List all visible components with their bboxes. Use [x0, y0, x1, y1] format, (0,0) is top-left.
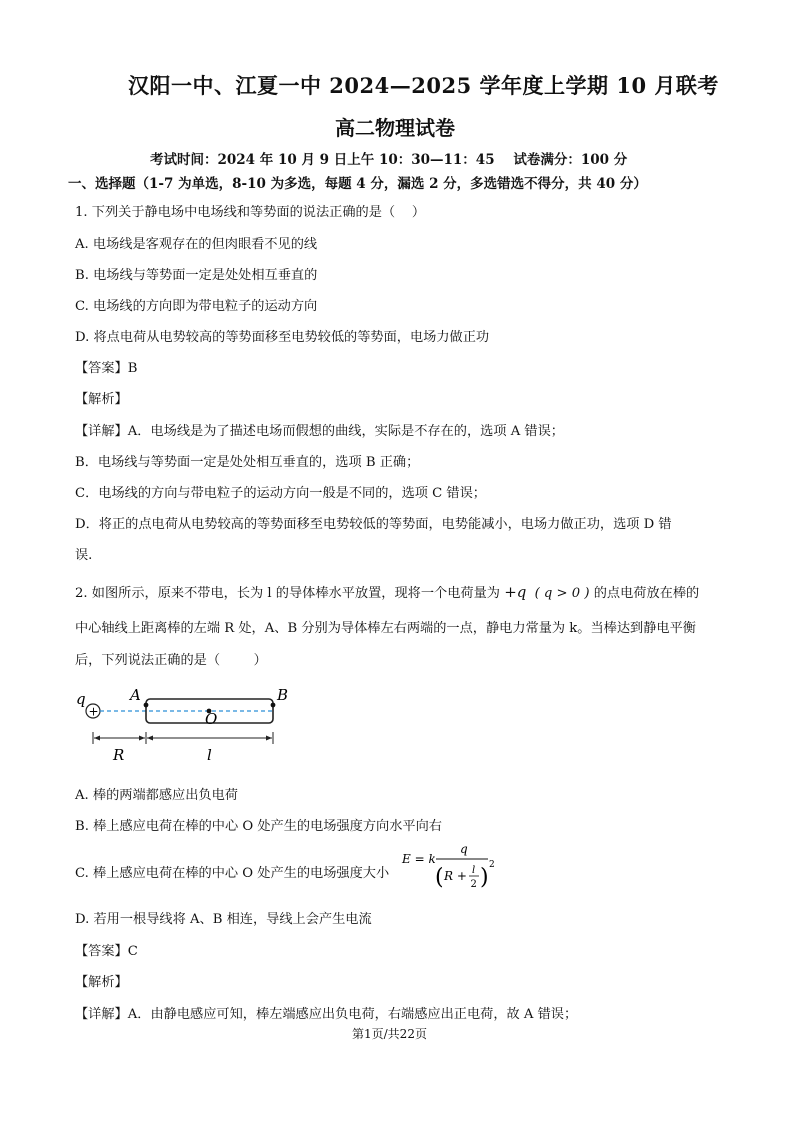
q1-option-d: D. 将点电荷从电势较高的等势面移至电势较低的等势面，电场力做正功 — [75, 330, 490, 345]
q2-stem-line3: 后，下列说法正确的是（ ） — [75, 653, 267, 668]
charge-expression: +q — [504, 583, 527, 601]
label-r: R — [113, 746, 125, 764]
q2-option-b: B. 棒上感应电荷在棒的中心 O 处产生的电场强度方向水平向右 — [75, 819, 442, 834]
formula-inner-den: 2 — [470, 879, 477, 890]
formula-numerator: q — [460, 842, 468, 856]
q2-option-d: D. 若用一根导线将 A、B 相连，导线上会产生电流 — [75, 912, 372, 927]
label-o: O — [205, 710, 218, 728]
label-l: l — [207, 746, 212, 764]
q2-option-a: A. 棒的两端都感应出负电荷 — [75, 788, 238, 803]
q2-option-c: C. 棒上感应电荷在棒的中心 O 处产生的电场强度大小 — [75, 866, 390, 881]
section-title: 一、选择题（1-7 为单选，8-10 为多选，每题 4 分，漏选 2 分，多选错选不得分，共 40 分） — [68, 176, 647, 192]
charge-label-q: q — [76, 690, 86, 708]
point-b — [271, 703, 276, 708]
arrowhead — [147, 736, 153, 741]
label-b: B — [277, 686, 289, 704]
q2-analysis-tag: 【解析】 — [75, 975, 128, 990]
conductor-rod-figure — [70, 680, 300, 766]
arrowhead — [94, 736, 100, 741]
q1-detail-b: B．电场线与等势面一定是处处相互垂直的，选项 B 正确； — [75, 455, 420, 470]
label-a: A — [130, 686, 141, 704]
field-strength-formula — [400, 840, 500, 898]
paper-subtitle: 高二物理试卷 — [335, 116, 455, 140]
formula-lhs: E = k — [402, 852, 436, 866]
formula-exponent: 2 — [489, 860, 495, 870]
formula-inner-num: l — [472, 865, 476, 876]
point-a — [144, 703, 149, 708]
answer-value: B — [127, 361, 138, 376]
arrowhead — [266, 736, 272, 741]
q1-detail-c: C．电场线的方向与带电粒子的运动方向一般是不同的，选项 C 错误； — [75, 486, 486, 501]
q1-detail-d: D．将正的点电荷从电势较高的等势面移至电势较低的等势面，电势能减小，电场力做正功，选项 D 错 — [75, 517, 672, 532]
q1-option-b: B. 电场线与等势面一定是处处相互垂直的 — [75, 268, 318, 283]
q2-stem-text-tail: 的点电荷放在棒的 — [593, 586, 700, 601]
q2-stem-text: 2. 如图所示，原来不带电，长为 l 的导体棒水平放置，现将一个电荷量为 — [75, 586, 500, 601]
answer-tag: 【答案】 — [75, 944, 128, 959]
arrowhead — [139, 736, 145, 741]
charge-condition: ( q > 0 ) — [534, 586, 590, 601]
q1-option-c: C. 电场线的方向即为带电粒子的运动方向 — [75, 299, 318, 314]
exam-info: 考试时间：2024 年 10 月 9 日上午 10：30—11：45 试卷满分：100 分 — [150, 152, 628, 168]
q1-stem: 1. 下列关于静电场中电场线和等势面的说法正确的是（ ） — [75, 205, 426, 220]
q2-stem-line1 — [75, 582, 699, 601]
exam-title: 汉阳一中、江夏一中 2024—2025 学年度上学期 10 月联考 — [128, 73, 719, 98]
detail-tag: 【详解】 — [75, 1007, 128, 1022]
formula-denom-left: R + — [444, 869, 467, 883]
detail-text: A．由静电感应可知，棒左端感应出负电荷，右端感应出正电荷，故 A 错误； — [127, 1007, 578, 1022]
detail-text: A．电场线是为了描述电场而假想的曲线，实际是不存在的，选项 A 错误； — [127, 424, 564, 439]
q1-detail-d-cont: 误. — [75, 548, 93, 563]
q2-detail-a — [75, 1003, 577, 1022]
answer-value: C — [127, 944, 138, 959]
page-number: 第1页/共22页 — [352, 1027, 427, 1041]
detail-tag: 【详解】 — [75, 424, 128, 439]
q1-analysis-tag: 【解析】 — [75, 392, 128, 407]
q1-detail-a — [75, 420, 564, 439]
left-paren: ( — [435, 865, 444, 890]
charge-plus-sign: + — [88, 704, 99, 719]
q1-option-a: A. 电场线是客观存在的但肉眼看不见的线 — [75, 237, 318, 252]
q2-answer — [75, 940, 138, 959]
answer-tag: 【答案】 — [75, 361, 128, 376]
q1-answer — [75, 357, 137, 376]
q2-stem-line2: 中心轴线上距离棒的左端 R 处，A、B 分别为导体棒左右两端的一点，静电力常量为 k。当棒达到静电平衡 — [75, 621, 696, 636]
right-paren: ) — [480, 865, 489, 890]
